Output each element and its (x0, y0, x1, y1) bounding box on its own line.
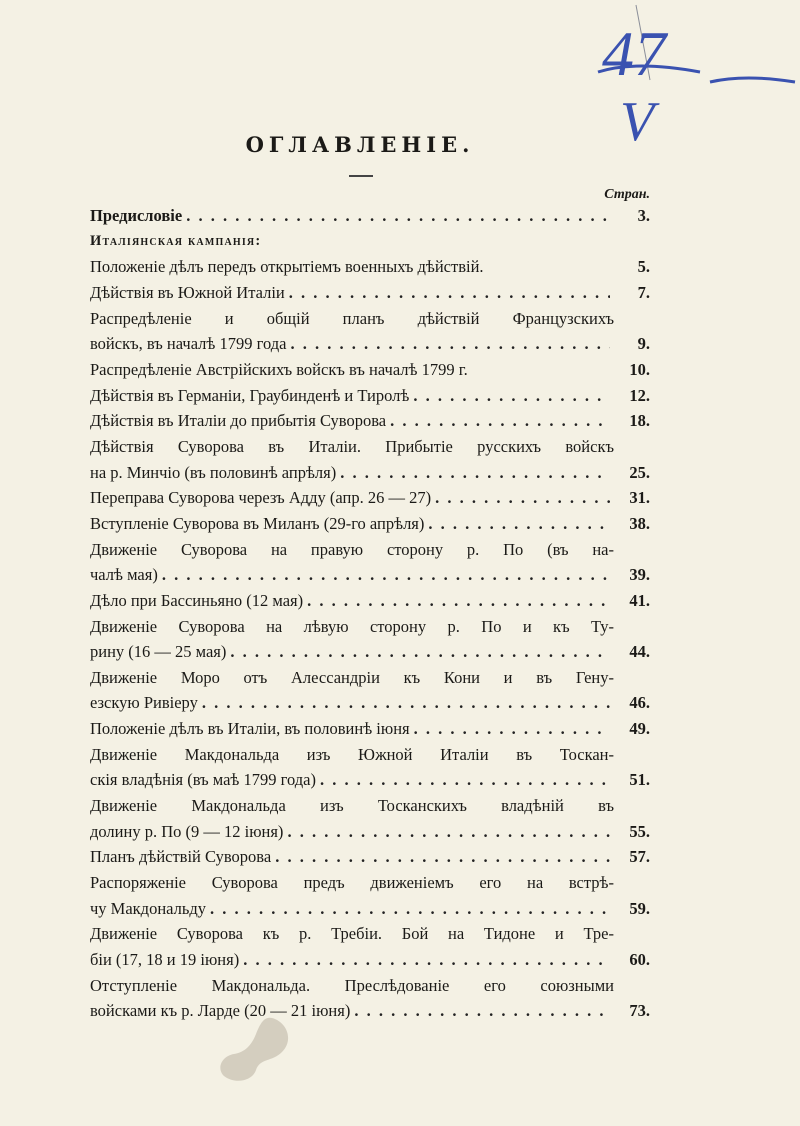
toc-entry-text: на р. Минчіо (въ половинѣ апрѣля) (90, 462, 337, 482)
toc-entry-text: чу Макдональду (90, 898, 207, 918)
toc-entry (90, 973, 650, 999)
toc-entry-text: Движеніе Суворова на правую сторону р. По (въ на- (90, 539, 614, 559)
toc-page-number: 7. (637, 282, 650, 302)
dot-leader (275, 844, 610, 870)
toc-entry (90, 434, 650, 460)
toc-entry-text: войскъ, въ началѣ 1799 года (90, 334, 287, 354)
toc-page-number: 12. (629, 385, 650, 405)
toc-page-number: 18. (629, 411, 650, 431)
toc-entry (90, 665, 650, 691)
toc-page-number: 41. (629, 590, 650, 610)
toc-entry-text: скія владѣнія (въ маѣ 1799 года) (90, 770, 316, 790)
page-title: ОГЛАВЛЕНІЕ. (245, 132, 475, 157)
toc-entry-text: Планъ дѣйствій Суворова (90, 847, 272, 867)
toc-page-number: 31. (629, 488, 650, 508)
toc-page-number: 44. (629, 642, 650, 662)
toc-entry (90, 460, 650, 486)
toc-entry-text: Переправа Суворова черезъ Адду (апр. 26 — 27) (90, 488, 432, 508)
shelf-number: 47 (602, 18, 666, 89)
toc-entry-text: Движеніе Суворова на лѣвую сторону р. По и къ Ту- (90, 616, 614, 636)
dot-leader (243, 947, 610, 973)
dot-leader (435, 485, 610, 511)
toc-page-number: 51. (629, 770, 650, 790)
toc-page-number: 73. (629, 1001, 650, 1021)
toc-entry-text: Движеніе Суворова къ р. Требіи. Бой на Тидоне и Тре- (90, 924, 614, 944)
dot-leader (287, 819, 610, 845)
dot-leader (354, 998, 610, 1024)
toc-entry-text: біи (17, 18 и 19 іюня) (90, 950, 240, 970)
toc-entry (90, 870, 650, 896)
dot-leader (186, 203, 610, 229)
toc-entry (90, 614, 650, 640)
toc-entry (90, 203, 650, 229)
ink-stain (212, 1010, 302, 1090)
dot-leader (340, 460, 610, 486)
toc-entry (90, 306, 650, 332)
toc-entry-text: Отступленіе Макдональда. Преслѣдованіе его союзными (90, 975, 614, 995)
toc-entry-text: Италіянская кампанія: (90, 232, 262, 249)
toc-entry (90, 537, 650, 563)
toc-page-number: 25. (629, 462, 650, 482)
toc-entry (90, 511, 650, 537)
toc-entry-text: войсками къ р. Ларде (20 — 21 іюня) (90, 1001, 351, 1021)
toc-entry-text: Вступленіе Суворова въ Миланъ (29-го апрѣля) (90, 513, 425, 533)
page-column-header: Стран. (604, 187, 650, 202)
toc-entry (90, 357, 650, 383)
dot-leader (162, 562, 610, 588)
toc-entry (90, 690, 650, 716)
toc-entry-text: Движеніе Моро отъ Алессандріи къ Кони и въ Гену- (90, 667, 614, 687)
toc-entry (90, 254, 650, 280)
toc-entry (90, 331, 650, 357)
toc-entry-text: езскую Ривіеру (90, 693, 198, 713)
toc-page-number: 55. (629, 821, 650, 841)
toc-page-number: 46. (629, 693, 650, 713)
toc-entry (90, 562, 650, 588)
toc-page-number: 60. (629, 950, 650, 970)
toc-entry (90, 896, 650, 922)
toc-entry (90, 793, 650, 819)
toc-page-number: 59. (629, 898, 650, 918)
toc-entry (90, 742, 650, 768)
handwritten-shelf-mark (580, 0, 800, 150)
toc-page-number: 57. (629, 847, 650, 867)
toc-entry (90, 383, 650, 409)
toc-page-number: 38. (629, 513, 650, 533)
toc-entry-text: Распредѣленіе Австрійскихъ войскъ въ началѣ 1799 г. (90, 359, 468, 379)
dot-leader (320, 767, 610, 793)
toc-entry-text: Движеніе Макдональда изъ Тосканскихъ владѣній въ (90, 796, 614, 816)
dot-leader (307, 588, 610, 614)
toc-page-number: 10. (629, 359, 650, 379)
toc-page-number: 49. (629, 719, 650, 739)
toc-entry (90, 280, 650, 306)
toc-entry (90, 947, 650, 973)
toc-page-number: 5. (637, 257, 650, 277)
toc-entry (90, 229, 650, 255)
toc-entry-text: Предисловіе (90, 206, 183, 225)
toc-entry-text: Движеніе Макдональда изъ Южной Италіи въ Тоскан- (90, 744, 614, 764)
toc-entry (90, 998, 650, 1024)
dot-leader (413, 383, 610, 409)
toc-page-number: 39. (629, 565, 650, 585)
toc-entry (90, 819, 650, 845)
toc-entry-text: Дѣйствія въ Южной Италіи (90, 282, 285, 302)
shelf-letter: V (620, 91, 655, 150)
toc-entry-text: Распредѣленіе и общій планъ дѣйствій Французскихъ (90, 308, 614, 328)
toc-entry-text: рину (16 — 25 мая) (90, 642, 227, 662)
toc-page-number: 9. (637, 334, 650, 354)
dot-leader (210, 896, 610, 922)
toc-entry (90, 716, 650, 742)
dot-leader (202, 690, 610, 716)
toc-entry-text: Положеніе дѣлъ передъ открытіемъ военныхъ дѣйствій. (90, 257, 484, 277)
title-divider (349, 175, 373, 177)
toc-entry (90, 485, 650, 511)
toc-entry (90, 408, 650, 434)
toc-entry-text: Дѣйствія Суворова въ Италіи. Прибытіе русскихъ войскъ (90, 436, 614, 456)
toc-entry-text: долину р. По (9 — 12 іюня) (90, 821, 284, 841)
toc-entry-text: чалѣ мая) (90, 565, 158, 585)
toc-entry (90, 639, 650, 665)
toc-page-number: 3. (637, 206, 650, 225)
dot-leader (289, 280, 610, 306)
toc-entry-text: Положеніе дѣлъ въ Италіи, въ половинѣ іюня (90, 719, 410, 739)
dot-leader (428, 511, 610, 537)
dot-leader (290, 331, 610, 357)
toc-entry-text: Распоряженіе Суворова предъ движеніемъ его на встрѣ- (90, 873, 614, 893)
dot-leader (390, 408, 610, 434)
table-of-contents (90, 203, 650, 1024)
toc-entry-text: Дѣло при Бассиньяно (12 мая) (90, 590, 304, 610)
toc-entry-text: Дѣйствія въ Италіи до прибытія Суворова (90, 411, 387, 431)
dot-leader (230, 639, 610, 665)
dot-leader (414, 716, 610, 742)
toc-entry (90, 844, 650, 870)
toc-entry (90, 921, 650, 947)
toc-entry (90, 588, 650, 614)
toc-entry-text: Дѣйствія въ Германіи, Граубинденѣ и Тиролѣ (90, 385, 410, 405)
toc-entry (90, 767, 650, 793)
